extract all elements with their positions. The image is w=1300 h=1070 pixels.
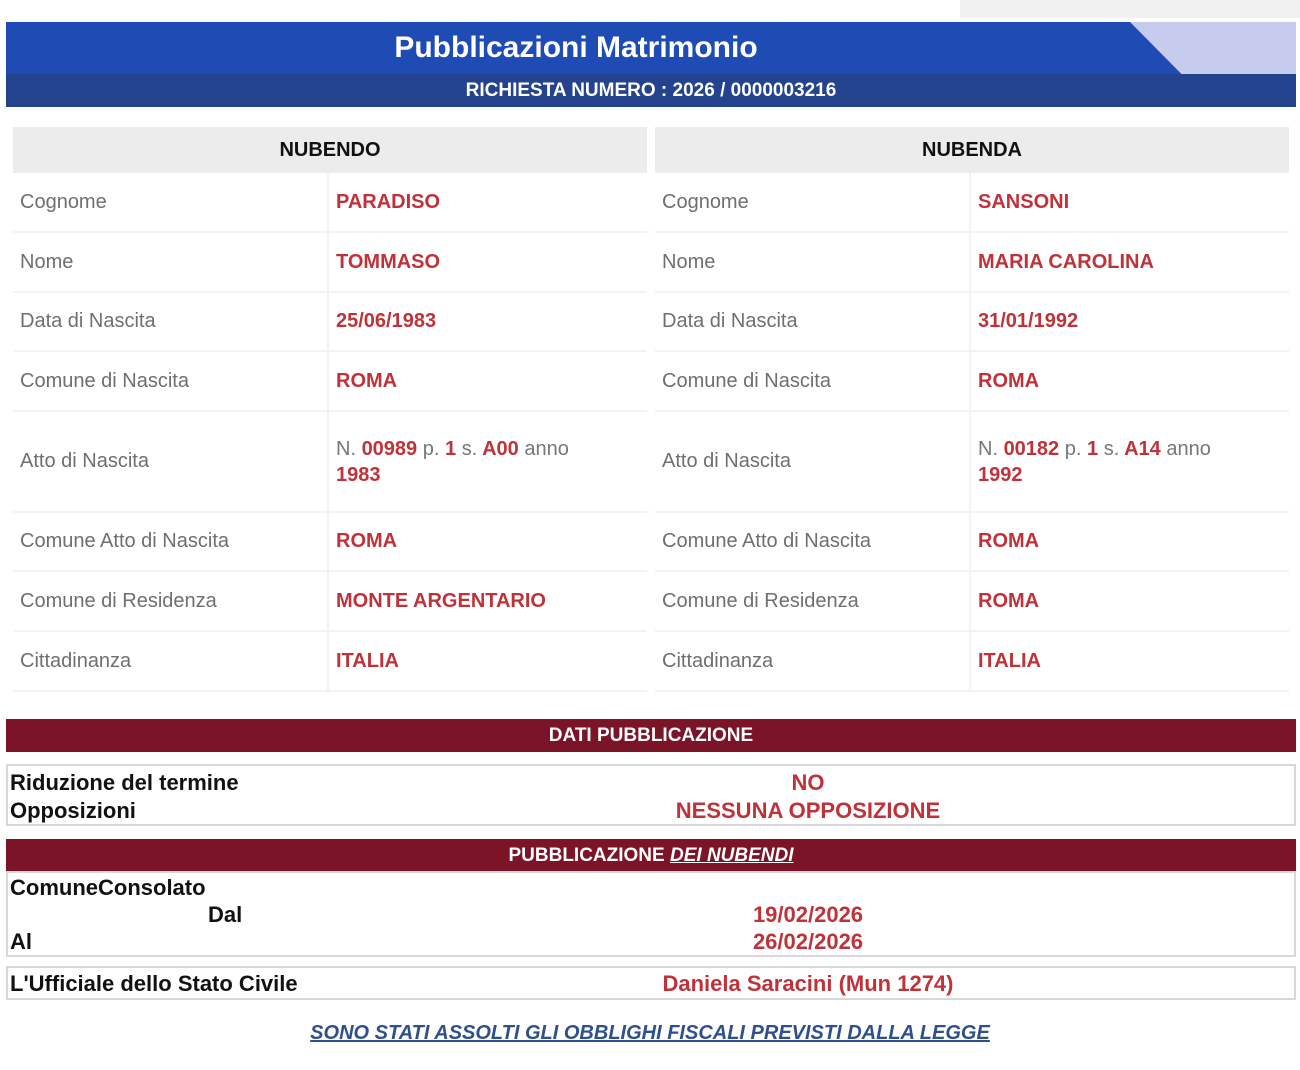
comune-nascita-label: Comune di Nascita <box>655 352 971 410</box>
table-row <box>655 293 1289 352</box>
request-number: RICHIESTA NUMERO : 2026 / 0000003216 <box>6 74 1296 107</box>
table-row <box>13 352 647 412</box>
table-row <box>13 412 647 513</box>
nubendo-nome: TOMMASO <box>336 250 441 273</box>
atto-number: 00182 <box>1003 437 1060 460</box>
table-row <box>13 632 647 692</box>
table-row <box>655 513 1289 572</box>
atto-anno: 1992 <box>978 463 1023 486</box>
comune-residenza-label: Comune di Residenza <box>13 572 329 630</box>
atto-anno-label: anno <box>524 437 569 460</box>
dal-label: Dal <box>208 902 243 927</box>
al-value: 26/02/2026 <box>752 929 864 954</box>
nubendo-comune-nascita: ROMA <box>336 369 398 392</box>
data-nascita-label: Data di Nascita <box>13 293 329 350</box>
atto-p-label: p. <box>1064 437 1082 460</box>
table-row <box>13 293 647 352</box>
comune-residenza-label: Comune di Residenza <box>655 572 971 630</box>
table-row <box>13 233 647 293</box>
riduzione-label: Riduzione del termine <box>10 770 239 795</box>
al-label: Al <box>10 929 32 954</box>
nubendo-comune-residenza: MONTE ARGENTARIO <box>336 589 546 612</box>
nubendo-cognome: PARADISO <box>336 190 441 213</box>
page-title: Pubblicazioni Matrimonio <box>394 31 758 64</box>
dati-pubblicazione-heading: DATI PUBBLICAZIONE <box>6 719 1296 752</box>
nubenda-comune-residenza: ROMA <box>978 589 1040 612</box>
nubenda-comune-nascita: ROMA <box>978 369 1040 392</box>
table-row <box>13 173 647 233</box>
atto-number: 00989 <box>361 437 418 460</box>
comune-consolato-label: ComuneConsolato <box>10 875 206 900</box>
nubenda-table <box>655 127 1289 692</box>
cognome-label: Cognome <box>13 173 329 231</box>
comune-nascita-label: Comune di Nascita <box>13 352 329 410</box>
nome-label: Nome <box>655 233 971 291</box>
cittadinanza-label: Cittadinanza <box>655 632 971 690</box>
atto-parte: 1 <box>445 437 457 460</box>
nubenda-nome: MARIA CAROLINA <box>978 250 1154 273</box>
nubenda-atto-nascita <box>971 412 1289 511</box>
nubendo-table <box>13 127 647 692</box>
nubendo-comune-atto: ROMA <box>336 530 398 552</box>
nubenda-data-nascita: 31/01/1992 <box>978 310 1079 332</box>
nubenda-cognome: SANSONI <box>978 190 1070 213</box>
pubblicazione-nubendi-box <box>6 871 1296 957</box>
nubenda-heading: NUBENDA <box>655 127 1289 173</box>
dati-pubblicazione-box <box>6 764 1296 826</box>
cognome-label: Cognome <box>655 173 971 231</box>
comune-atto-label: Comune Atto di Nascita <box>13 513 329 570</box>
nubendo-cittadinanza: ITALIA <box>336 649 399 672</box>
table-row <box>655 572 1289 632</box>
table-row <box>13 572 647 632</box>
table-row <box>655 233 1289 293</box>
opposizioni-label: Opposizioni <box>10 798 136 823</box>
table-row <box>13 513 647 572</box>
atto-n-label: N. <box>978 437 998 460</box>
atto-s-label: s. <box>1103 437 1120 460</box>
pubblicazione-nubendi-heading <box>6 839 1296 872</box>
atto-nascita-label: Atto di Nascita <box>655 412 971 511</box>
table-row <box>655 412 1289 513</box>
nome-label: Nome <box>13 233 329 291</box>
nubenda-cittadinanza: ITALIA <box>978 649 1041 672</box>
pubblicazione-heading-main: PUBBLICAZIONE <box>508 845 665 866</box>
cittadinanza-label: Cittadinanza <box>13 632 329 690</box>
atto-anno: 1983 <box>336 463 381 486</box>
table-row <box>655 173 1289 233</box>
atto-nascita-label: Atto di Nascita <box>13 412 329 511</box>
table-row <box>655 352 1289 412</box>
ufficiale-value: Daniela Saracini (Mun 1274) <box>662 971 954 996</box>
ufficiale-box <box>6 966 1296 1000</box>
atto-anno-label: anno <box>1166 437 1211 460</box>
top-right-strip <box>960 0 1300 18</box>
atto-serie: A14 <box>1124 437 1161 460</box>
comune-atto-label: Comune Atto di Nascita <box>655 513 971 570</box>
obblighi-fiscali-link[interactable]: SONO STATI ASSOLTI GLI OBBLIGHI FISCALI PREVISTI DALLA LEGGE <box>310 1022 990 1044</box>
nubendo-heading: NUBENDO <box>13 127 647 173</box>
opposizioni-value: NESSUNA OPPOSIZIONE <box>675 798 941 823</box>
dal-value: 19/02/2026 <box>752 902 864 927</box>
pubblicazione-heading-italic: DEI NUBENDI <box>670 845 794 866</box>
atto-p-label: p. <box>422 437 440 460</box>
nubenda-comune-atto: ROMA <box>978 530 1040 552</box>
table-row <box>655 632 1289 692</box>
riduzione-value: NO <box>791 770 825 795</box>
nubendo-data-nascita: 25/06/1983 <box>336 310 437 332</box>
atto-parte: 1 <box>1087 437 1099 460</box>
ufficiale-label: L'Ufficiale dello Stato Civile <box>10 971 298 996</box>
nubendo-atto-nascita <box>329 412 647 511</box>
atto-serie: A00 <box>482 437 519 460</box>
data-nascita-label: Data di Nascita <box>655 293 971 350</box>
atto-n-label: N. <box>336 437 356 460</box>
atto-s-label: s. <box>461 437 478 460</box>
